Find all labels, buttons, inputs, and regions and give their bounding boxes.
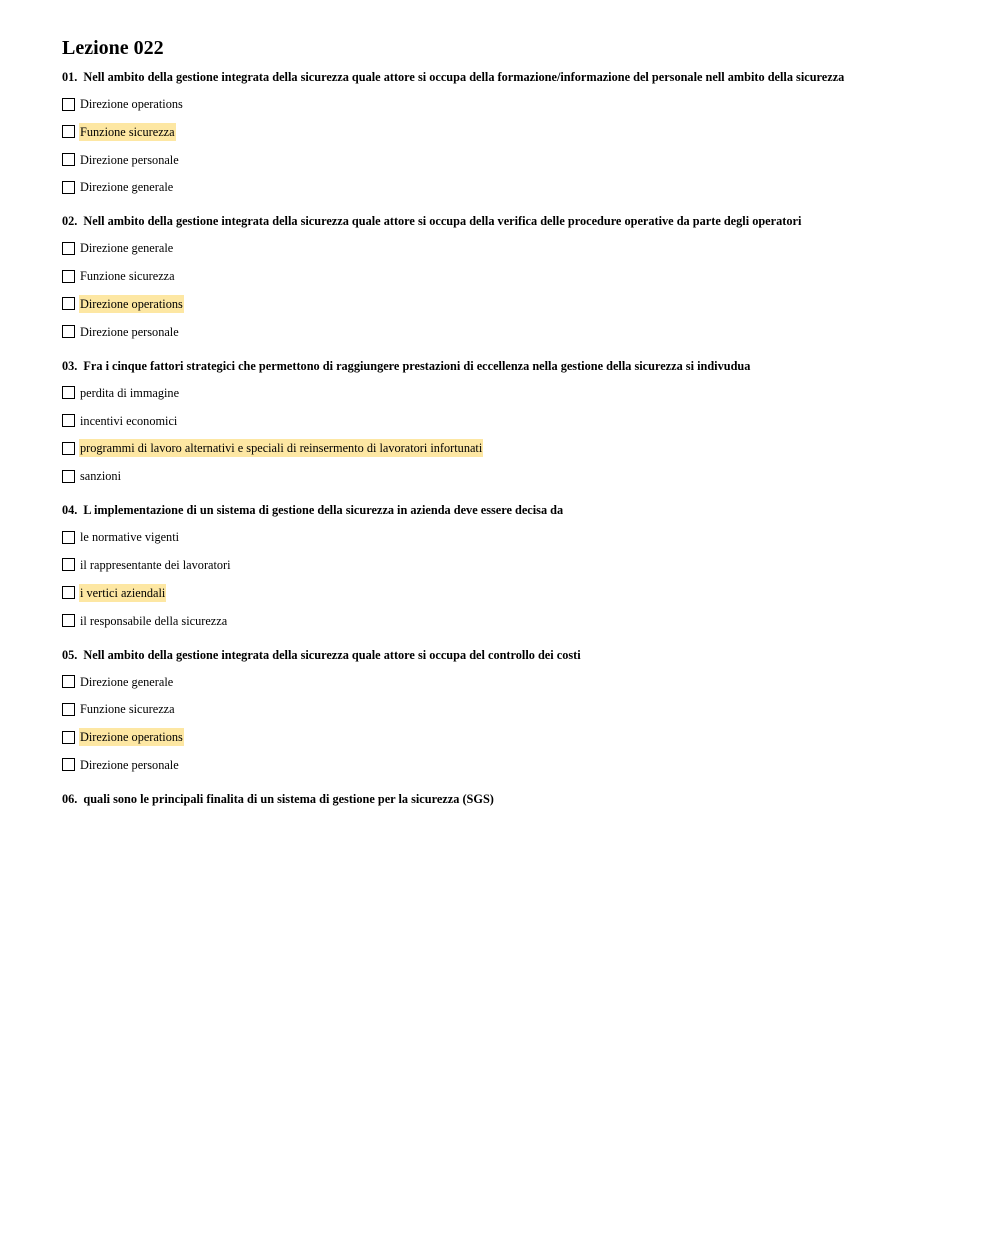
answer-option — [62, 727, 938, 747]
answer-label: il responsabile della sicurezza — [80, 613, 228, 628]
question-number: 05. — [62, 647, 78, 662]
answer-checkbox[interactable] — [62, 586, 75, 599]
answer-checkbox[interactable] — [62, 125, 75, 138]
question-text — [62, 647, 938, 663]
answer-label: Direzione personale — [80, 152, 179, 167]
answer-label: Funzione sicurezza — [80, 269, 175, 284]
question-number: 06. — [62, 791, 78, 806]
answer-label: sanzioni — [80, 469, 121, 484]
answer-option — [62, 583, 938, 603]
answer-option — [62, 322, 938, 342]
question-block — [62, 358, 938, 486]
answer-label-highlighted: Direzione operations — [80, 296, 183, 311]
answer-checkbox[interactable] — [62, 386, 75, 399]
answer-checkbox[interactable] — [62, 614, 75, 627]
answer-checkbox[interactable] — [62, 325, 75, 338]
answer-checkbox[interactable] — [62, 758, 75, 771]
question-text — [62, 213, 938, 229]
question-number: 03. — [62, 358, 78, 373]
question-prompt: Nell ambito della gestione integrata della sicurezza quale attore si occupa della formazione/informazione del personale nell ambito della sicurezza — [83, 70, 845, 84]
answer-label: Direzione operations — [80, 97, 183, 111]
answer-label: le normative vigenti — [80, 530, 180, 545]
answer-checkbox[interactable] — [62, 703, 75, 716]
answer-option — [62, 699, 938, 719]
answer-label: incentivi economici — [80, 413, 178, 428]
answer-label-highlighted: programmi di lavoro alternativi e speciali di reinsermento di lavoratori infortunati — [80, 441, 483, 456]
question-number: 04. — [62, 503, 78, 518]
answer-option — [62, 466, 938, 486]
question-number: 02. — [62, 214, 78, 229]
lesson-title: Lezione 022 — [62, 37, 164, 59]
question-block — [62, 69, 938, 197]
answer-option — [62, 150, 938, 170]
answer-label-highlighted: Direzione operations — [80, 730, 183, 745]
answer-checkbox[interactable] — [62, 470, 75, 483]
answer-label: Direzione generale — [80, 674, 174, 689]
answer-option — [62, 294, 938, 314]
question-text — [62, 358, 938, 374]
answer-option — [62, 266, 938, 286]
answer-checkbox[interactable] — [62, 98, 75, 111]
question-list — [62, 69, 938, 807]
question-number: 01. — [62, 70, 78, 84]
answer-checkbox[interactable] — [62, 153, 75, 166]
answer-checkbox[interactable] — [62, 181, 75, 194]
answer-checkbox[interactable] — [62, 675, 75, 688]
question-prompt: Nell ambito della gestione integrata della sicurezza quale attore si occupa del controllo dei costi — [83, 647, 581, 662]
question-block — [62, 213, 938, 341]
answer-checkbox[interactable] — [62, 531, 75, 544]
answer-option — [62, 411, 938, 431]
answer-label: Direzione generale — [80, 241, 174, 256]
question-prompt: Nell ambito della gestione integrata della sicurezza quale attore si occupa della verifica delle procedure operative da parte degli operatori — [83, 214, 802, 229]
answer-checkbox[interactable] — [62, 297, 75, 310]
answer-label: Funzione sicurezza — [80, 702, 175, 717]
question-prompt: quali sono le principali finalita di un sistema di gestione per la sicurezza (SGS) — [83, 791, 494, 806]
question-block — [62, 647, 938, 775]
answer-checkbox[interactable] — [62, 270, 75, 283]
answer-checkbox[interactable] — [62, 442, 75, 455]
answer-label-highlighted: Funzione sicurezza — [80, 124, 175, 139]
answer-checkbox[interactable] — [62, 242, 75, 255]
answer-option — [62, 238, 938, 258]
answer-option — [62, 94, 938, 114]
answer-option — [62, 611, 938, 631]
question-text — [62, 791, 938, 807]
answer-label: Direzione generale — [80, 180, 174, 195]
question-text — [62, 502, 938, 518]
answer-checkbox[interactable] — [62, 558, 75, 571]
answer-option — [62, 527, 938, 547]
question-block — [62, 502, 938, 630]
answer-option — [62, 672, 938, 692]
answer-label: Direzione personale — [80, 324, 179, 339]
answer-option — [62, 555, 938, 575]
answer-checkbox[interactable] — [62, 414, 75, 427]
question-prompt: Fra i cinque fattori strategici che permettono di raggiungere prestazioni di eccellenza nella gestione della sicurezza si indivudua — [83, 358, 751, 373]
answer-label-highlighted: i vertici aziendali — [80, 585, 166, 600]
answer-checkbox[interactable] — [62, 731, 75, 744]
question-text — [62, 69, 938, 85]
answer-label: il rappresentante dei lavoratori — [80, 557, 231, 572]
answer-label: Direzione personale — [80, 757, 179, 772]
answer-option — [62, 755, 938, 775]
answer-option — [62, 177, 938, 197]
question-prompt: L implementazione di un sistema di gestione della sicurezza in azienda deve essere decisa da — [83, 503, 564, 518]
answer-option — [62, 438, 938, 458]
question-block — [62, 791, 938, 807]
answer-option — [62, 122, 938, 142]
answer-label: perdita di immagine — [80, 385, 180, 400]
answer-option — [62, 383, 938, 403]
